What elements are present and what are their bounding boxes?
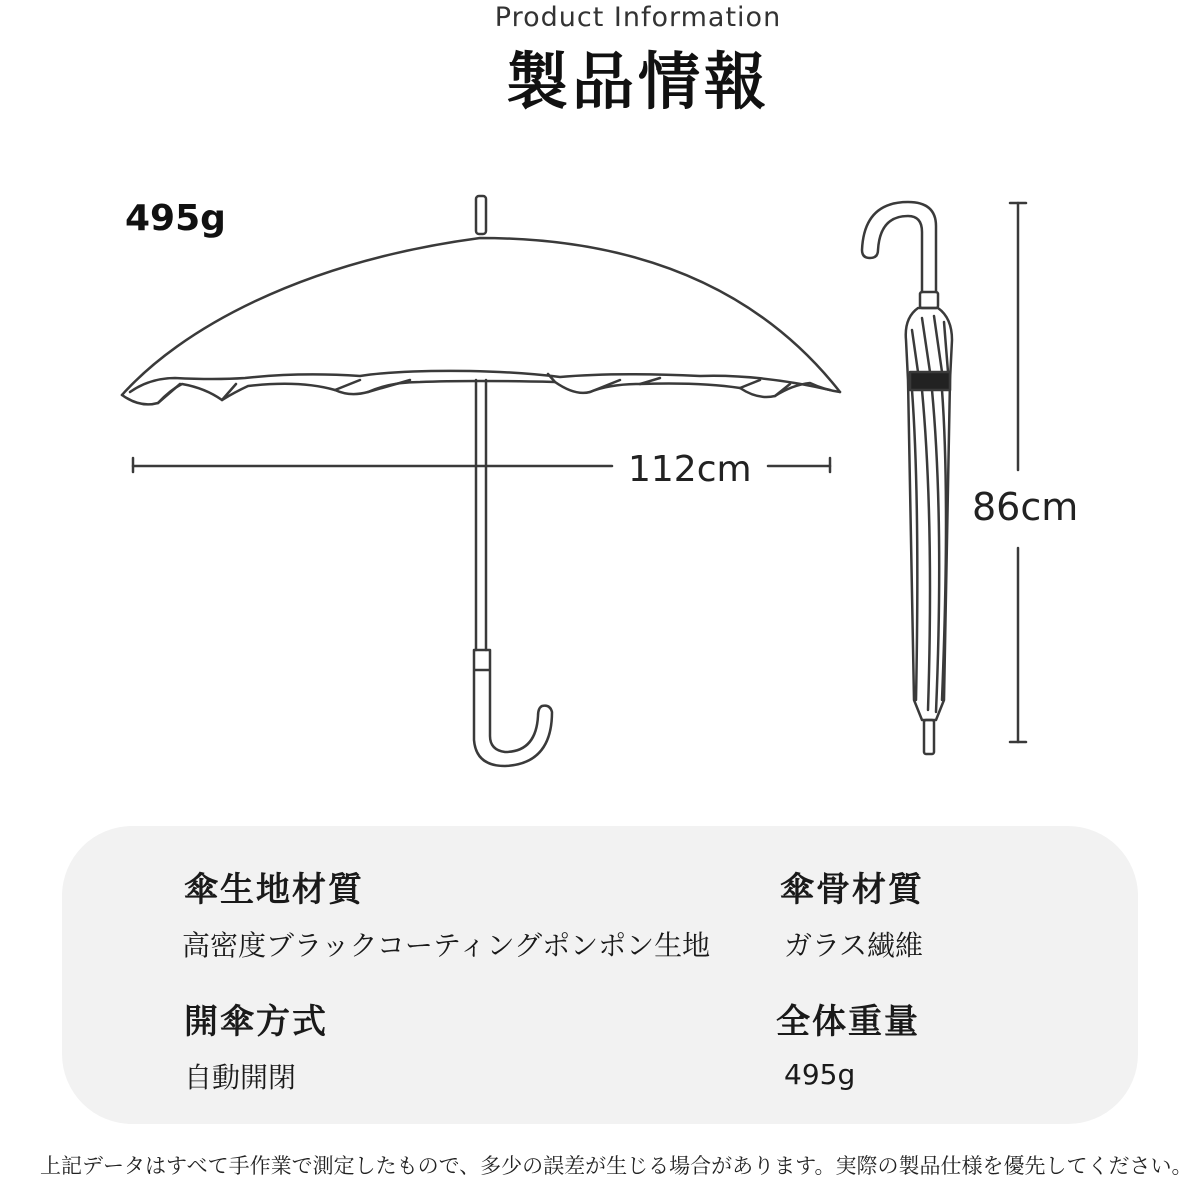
fabric-material-value: 高密度ブラックコーティングポンポン生地 (182, 929, 711, 962)
closed-umbrella-strap (910, 372, 950, 390)
page-subtitle: Product Information (494, 2, 782, 33)
open-width-label: 112cm (628, 449, 752, 490)
page-title: 製品情報 (505, 45, 770, 118)
opening-method-value: 自動開閉 (184, 1061, 297, 1094)
fabric-material-label: 傘生地材質 (184, 870, 364, 910)
opening-method-label: 開傘方式 (184, 1002, 328, 1042)
height-dimension-line (1010, 203, 1026, 742)
open-umbrella-shaft (476, 380, 486, 650)
closed-length-label: 86cm (972, 485, 1079, 529)
footnote: 上記データはすべて手作業で測定したもので、多少の誤差が生じる場合があります。実際の製品仕様を優先してください。 (40, 1154, 1193, 1178)
closed-umbrella-collar (920, 292, 938, 308)
closed-umbrella-tip (924, 720, 934, 754)
total-weight-value: 495g (784, 1058, 856, 1091)
frame-material-label: 傘骨材質 (780, 870, 924, 910)
closed-umbrella-handle (862, 202, 936, 292)
open-umbrella-handle (474, 650, 552, 766)
frame-material-value: ガラス繊維 (784, 929, 924, 962)
open-umbrella-tip (476, 196, 486, 234)
weight-label: 495g (125, 198, 226, 239)
total-weight-label: 全体重量 (776, 1002, 920, 1042)
